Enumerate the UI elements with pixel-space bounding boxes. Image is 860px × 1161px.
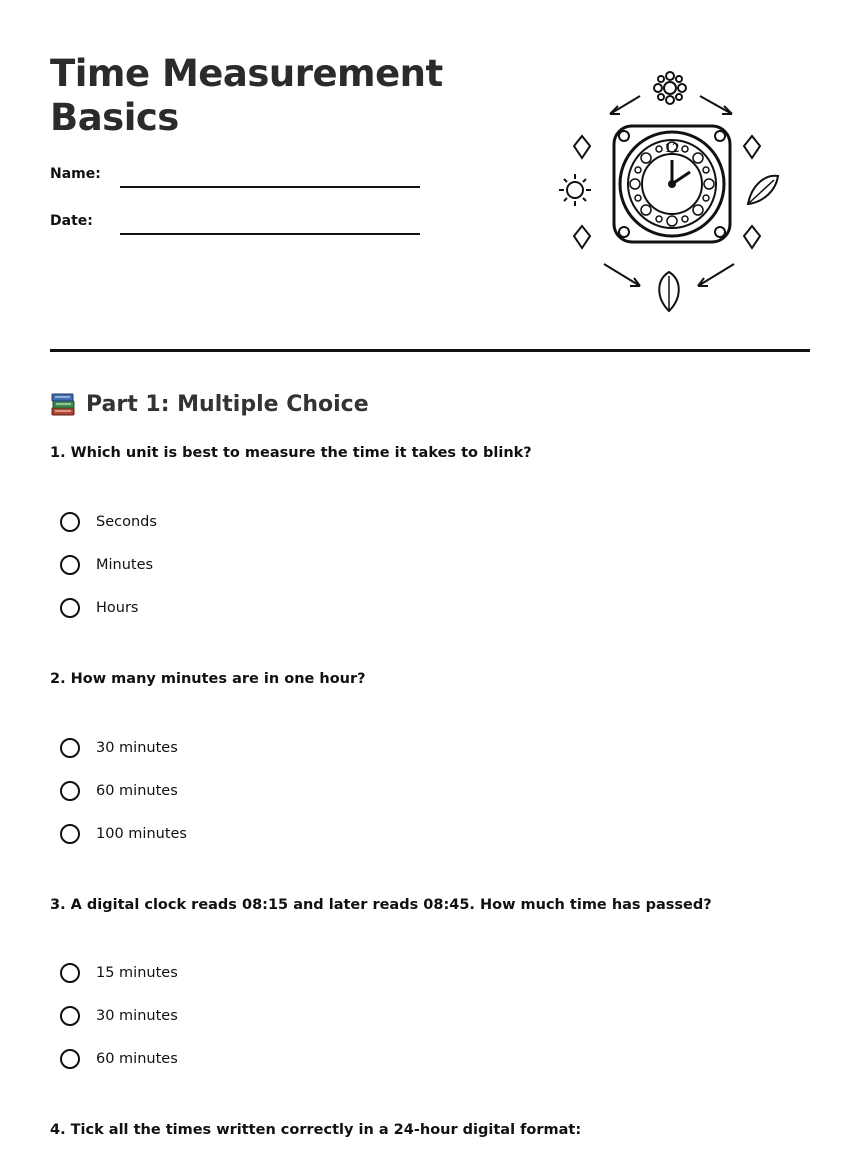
q1-option-1[interactable]: [60, 509, 157, 535]
radio-button[interactable]: [60, 598, 80, 618]
option-label: 60 minutes: [96, 783, 178, 799]
page-title: [50, 52, 520, 140]
radio-button[interactable]: [60, 555, 80, 575]
radio-button[interactable]: [60, 512, 80, 532]
question-3: 3. A digital clock reads 08:15 and later reads 08:45. How much time has passed?: [50, 897, 712, 913]
question-4: 4. Tick all the times written correctly in a 24-hour digital format:: [50, 1122, 582, 1138]
option-label: Hours: [96, 600, 139, 616]
dial-numeral: 12: [664, 141, 680, 155]
option-label: 30 minutes: [96, 740, 178, 756]
name-field-line[interactable]: [120, 186, 420, 188]
option-label: Seconds: [96, 514, 157, 530]
section-title: Part 1: Multiple Choice: [86, 391, 369, 417]
radio-button[interactable]: [60, 1049, 80, 1069]
radio-button[interactable]: [60, 781, 80, 801]
question-2: 2. How many minutes are in one hour?: [50, 671, 366, 687]
title-line-2: Basics: [50, 96, 179, 139]
option-label: 100 minutes: [96, 826, 187, 842]
q1-option-3[interactable]: [60, 595, 138, 621]
header-divider: [50, 349, 810, 352]
option-label: Minutes: [96, 557, 154, 573]
q1-option-2[interactable]: [60, 552, 153, 578]
option-label: 15 minutes: [96, 965, 178, 981]
option-label: 60 minutes: [96, 1051, 178, 1067]
radio-button[interactable]: [60, 824, 80, 844]
option-label: 30 minutes: [96, 1008, 178, 1024]
q3-option-2[interactable]: [60, 1003, 178, 1029]
q2-option-3[interactable]: [60, 821, 187, 847]
ornamental-clock-icon: [552, 66, 784, 316]
q2-option-2[interactable]: [60, 778, 178, 804]
q2-option-1[interactable]: [60, 735, 178, 761]
date-field-line[interactable]: [120, 233, 420, 235]
books-icon: [50, 390, 76, 418]
radio-button[interactable]: [60, 738, 80, 758]
title-line-1: Time Measurement: [50, 52, 443, 95]
section-heading: [50, 388, 369, 420]
q3-option-1[interactable]: [60, 960, 178, 986]
question-1: 1. Which unit is best to measure the time it takes to blink?: [50, 445, 532, 461]
date-label: Date:: [50, 213, 93, 229]
radio-button[interactable]: [60, 1006, 80, 1026]
name-label: Name:: [50, 166, 101, 182]
radio-button[interactable]: [60, 963, 80, 983]
q3-option-3[interactable]: [60, 1046, 178, 1072]
